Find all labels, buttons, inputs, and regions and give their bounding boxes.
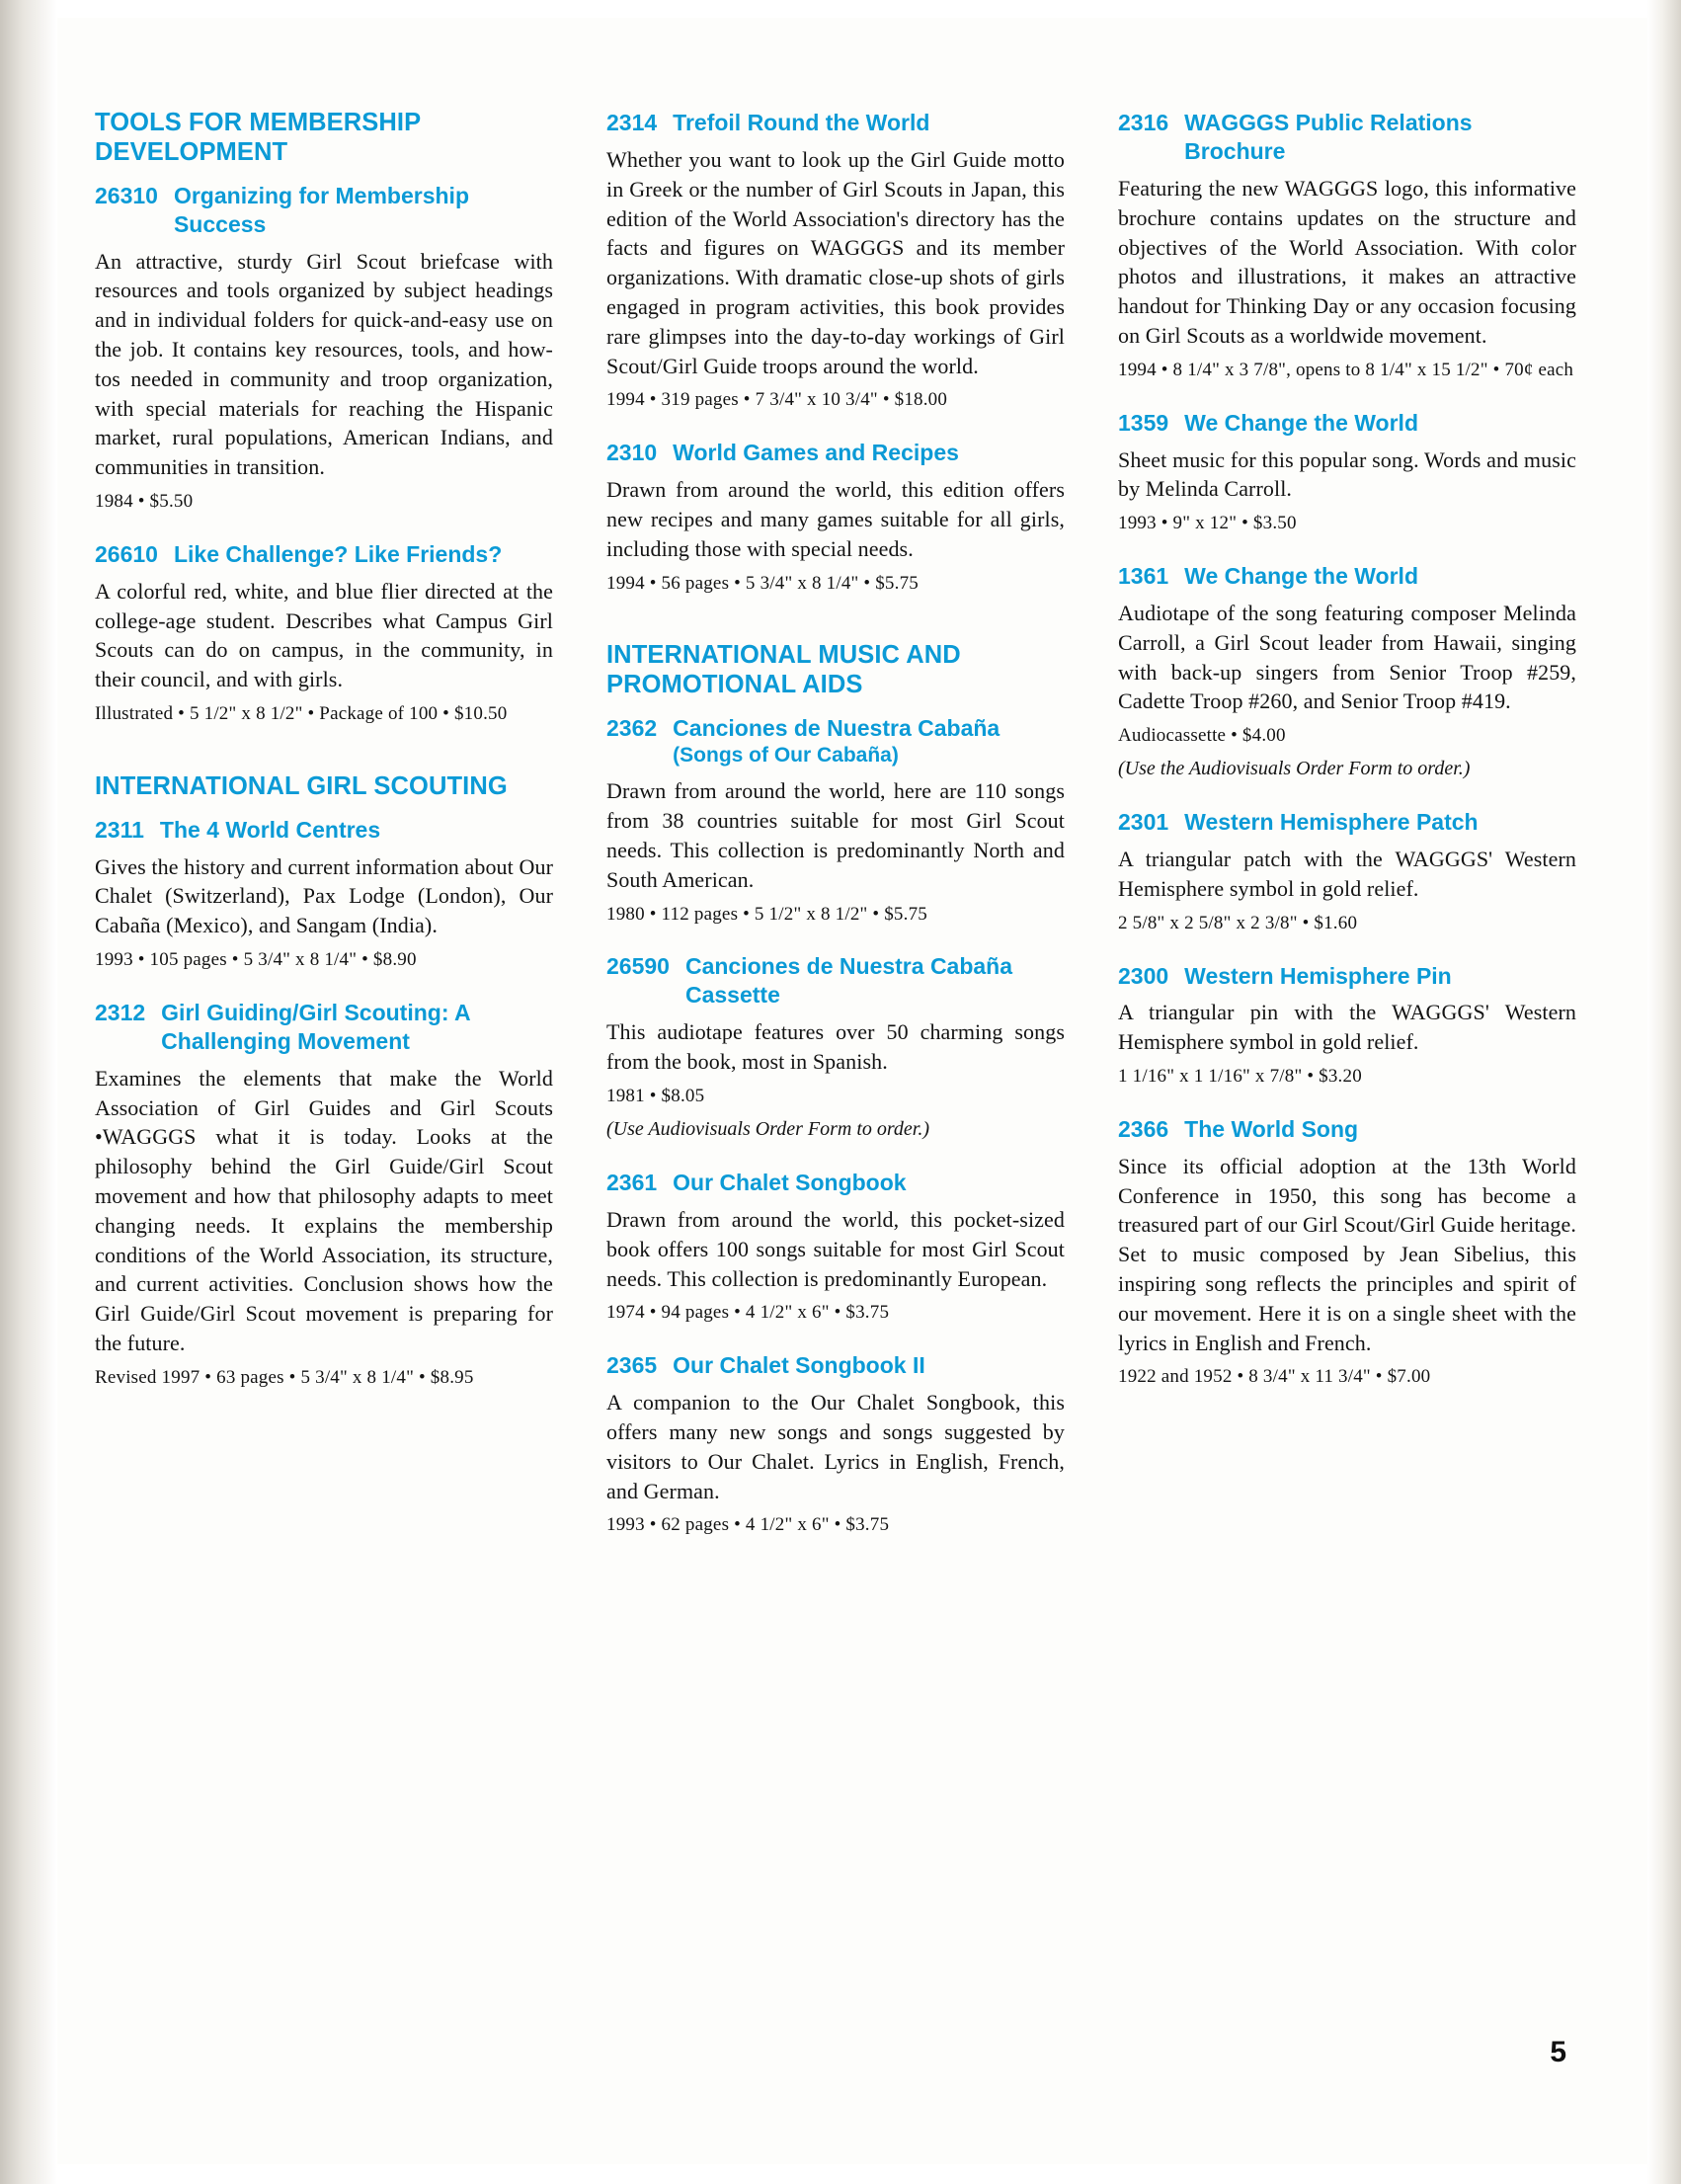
section-tools-for-membership-development: TOOLS FOR MEMBERSHIP DEVELOPMENT xyxy=(95,109,421,166)
entry-1359-specs: 1993 • 9" x 12" • $3.50 xyxy=(1118,513,1297,534)
entry-2366-specs: 1922 and 1952 • 8 3/4" x 11 3/4" • $7.00 xyxy=(1118,1366,1431,1388)
entry-1359-heading xyxy=(1118,409,1576,438)
entry-1359-title xyxy=(1184,409,1576,438)
entry-2314 xyxy=(606,109,1065,413)
entry-2365-description: A companion to the Our Chalet Songbook, this offers many new songs and songs suggested by visitors to Our Chalet. Lyrics in English, French, and German. xyxy=(606,1390,1065,1503)
entry-2316 xyxy=(1118,109,1576,383)
entry-2301-description: A triangular patch with the WAGGGS' Western Hemisphere symbol in gold relief. xyxy=(1118,847,1576,901)
entry-2311-specs: 1993 • 105 pages • 5 3/4" x 8 1/4" • $8.90 xyxy=(95,948,417,970)
entry-26590-note: (Use Audiovisuals Order Form to order.) xyxy=(606,1117,930,1140)
entry-2301-heading xyxy=(1118,808,1576,837)
entry-1361-note: (Use the Audiovisuals Order Form to order.) xyxy=(1118,757,1471,779)
entry-2311-title xyxy=(160,816,553,845)
entry-1361-title xyxy=(1184,562,1576,591)
entry-2316-specs: 1994 • 8 1/4" x 3 7/8", opens to 8 1/4" x 15 1/2" • 70¢ each xyxy=(1118,359,1574,380)
entry-2362 xyxy=(606,714,1065,927)
entry-1359-number: 1359 xyxy=(1118,409,1169,436)
entry-2366 xyxy=(1118,1115,1576,1390)
entry-2361-description: Drawn from around the world, this pocket-sized book offers 100 songs suitable for most Girl Scout needs. This collection is predominantly European. xyxy=(606,1206,1065,1291)
entry-2361 xyxy=(606,1169,1065,1326)
entry-2361-title-text: Our Chalet Songbook xyxy=(673,1170,907,1195)
entry-2312-heading xyxy=(95,999,553,1056)
content-columns xyxy=(95,109,1581,1564)
entry-26610-heading xyxy=(95,540,553,569)
entry-1361-number: 1361 xyxy=(1118,562,1169,589)
entry-2362-number: 2362 xyxy=(606,715,658,742)
entry-2366-heading xyxy=(1118,1115,1576,1144)
page-number: 5 xyxy=(1550,2036,1566,2068)
entry-2311-title-text: The 4 World Centres xyxy=(159,816,381,843)
section-international-music-and-promotional-aids: INTERNATIONAL MUSIC AND PROMOTIONAL AIDS xyxy=(606,641,961,699)
entry-2312-number: 2312 xyxy=(95,999,146,1025)
entry-2362-title-text: Canciones de Nuestra Cabaña xyxy=(673,715,1001,742)
entry-1359-title-text: We Change the World xyxy=(1184,409,1418,436)
entry-2362-subtitle: (Songs of Our Cabaña) xyxy=(673,743,899,767)
entry-2365-title xyxy=(673,1351,1065,1380)
column-2 xyxy=(606,109,1065,1564)
entry-2366-number: 2366 xyxy=(1118,1115,1169,1142)
entry-26310 xyxy=(95,182,553,515)
entry-2311 xyxy=(95,816,553,973)
entry-2301 xyxy=(1118,808,1576,935)
entry-26590-heading xyxy=(606,952,1065,1010)
entry-26590 xyxy=(606,952,1065,1143)
entry-2311-heading xyxy=(95,816,553,845)
entry-2314-title-text: Trefoil Round the World xyxy=(673,110,930,135)
entry-2301-specs: 2 5/8" x 2 5/8" x 2 3/8" • $1.60 xyxy=(1118,912,1358,933)
entry-26310-heading xyxy=(95,182,553,239)
entry-2362-description: Drawn from around the world, here are 110 songs from 38 countries suitable for most Girl Scout needs. This collection is predominantly North and South American. xyxy=(606,778,1065,892)
entry-2316-number: 2316 xyxy=(1118,110,1169,135)
column-1 xyxy=(95,109,553,1564)
entry-1361-heading xyxy=(1118,562,1576,591)
entry-2312-specs: Revised 1997 • 63 pages • 5 3/4" x 8 1/4" • $8.95 xyxy=(95,1366,474,1388)
entry-26610 xyxy=(95,540,553,727)
entry-26590-number: 26590 xyxy=(606,953,670,980)
entry-2311-number: 2311 xyxy=(95,816,144,843)
entry-26310-title-text: Organizing for Membership Success xyxy=(173,182,469,237)
entry-2310-specs: 1994 • 56 pages • 5 3/4" x 8 1/4" • $5.75 xyxy=(606,572,919,594)
entry-2365-heading xyxy=(606,1351,1065,1380)
entry-2300-title xyxy=(1184,962,1576,991)
entry-2314-title xyxy=(673,109,1065,137)
entry-1359 xyxy=(1118,409,1576,536)
entry-1361 xyxy=(1118,562,1576,782)
entry-2300 xyxy=(1118,962,1576,1090)
entry-26310-specs: 1984 • $5.50 xyxy=(95,490,194,512)
entry-26590-specs: 1981 • $8.05 xyxy=(606,1085,705,1106)
entry-2362-heading xyxy=(606,714,1065,768)
entry-26590-title xyxy=(685,952,1065,1010)
entry-2361-number: 2361 xyxy=(606,1170,658,1195)
entry-2365-title-text: Our Chalet Songbook II xyxy=(673,1352,925,1379)
entry-2300-heading xyxy=(1118,962,1576,991)
entry-26610-number: 26610 xyxy=(95,540,158,567)
entry-2310-description: Drawn from around the world, this edition offers new recipes and many games suitable for all girls, including those with special needs. xyxy=(606,477,1065,561)
entry-2316-heading xyxy=(1118,109,1576,166)
entry-2310-number: 2310 xyxy=(606,440,658,466)
entry-2316-description: Featuring the new WAGGGS logo, this informative brochure contains updates on the structure and objectives of the World Association. With color photos and illustrations, it makes an attractive handout for Thinking Day or any occasion focusing on Girl Scouts as a worldwide movement. xyxy=(1118,175,1576,348)
entry-2362-specs: 1980 • 112 pages • 5 1/2" x 8 1/2" • $5.75 xyxy=(606,903,927,925)
entry-2310-title xyxy=(673,439,1065,467)
entry-2365 xyxy=(606,1351,1065,1538)
entry-2312-title-text: Girl Guiding/Girl Scouting: A Challenging Movement xyxy=(161,999,470,1054)
entry-2314-heading xyxy=(606,109,1065,137)
entry-2314-description: Whether you want to look up the Girl Guide motto in Greek or the number of Girl Scouts in Japan, this edition of the World Association's directory has the facts and figures on WAGGGS and its member organizations. With dramatic close-up shots of girls engaged in program activities, this book provides rare glimpses into the day-to-day workings of Girl Scout/Girl Guide troops around the world. xyxy=(606,146,1065,378)
entry-2310 xyxy=(606,439,1065,596)
entry-26610-specs: Illustrated • 5 1/2" x 8 1/2" • Package of 100 • $10.50 xyxy=(95,702,508,724)
entry-2310-heading xyxy=(606,439,1065,467)
entry-26310-title xyxy=(174,182,553,239)
entry-2300-specs: 1 1/16" x 1 1/16" x 7/8" • $3.20 xyxy=(1118,1066,1362,1088)
entry-2312-title xyxy=(161,999,553,1056)
entry-2365-specs: 1993 • 62 pages • 4 1/2" x 6" • $3.75 xyxy=(606,1514,890,1536)
entry-2312 xyxy=(95,999,553,1391)
entry-2300-title-text: Western Hemisphere Pin xyxy=(1184,962,1452,989)
entry-2316-title-text: WAGGGS Public Relations Brochure xyxy=(1184,110,1473,164)
entry-2366-title xyxy=(1184,1115,1576,1144)
entry-26310-description: An attractive, sturdy Girl Scout briefcase with resources and tools organized by subject headings and in individual folders for quick-and-easy use on the job. It contains key resources, tools, and how-tos needed in community and troop organization, with special materials for reaching the Hispanic market, rural populations, American Indians, and communities in transition. xyxy=(95,248,553,480)
entry-26590-title-text: Canciones de Nuestra Cabaña Cassette xyxy=(684,953,1013,1009)
entry-2361-heading xyxy=(606,1169,1065,1197)
entry-2301-title xyxy=(1184,808,1576,837)
entry-26590-description: This audiotape features over 50 charming songs from the book, most in Spanish. xyxy=(606,1019,1065,1075)
section-international-girl-scouting: INTERNATIONAL GIRL SCOUTING xyxy=(95,771,508,800)
entry-2314-number: 2314 xyxy=(606,110,658,135)
entry-2361-title xyxy=(673,1169,1065,1197)
entry-2316-title xyxy=(1184,109,1576,166)
entry-2301-title-text: Western Hemisphere Patch xyxy=(1184,809,1479,836)
entry-1361-description: Audiotape of the song featuring composer Melinda Carroll, a Girl Scout leader from Hawaii, singing with back-up singers from Senior Troop #259, Cadette Troop #260, and Senior Troop #419. xyxy=(1118,600,1576,714)
entry-2301-number: 2301 xyxy=(1118,809,1169,836)
entry-26610-description: A colorful red, white, and blue flier directed at the college-age student. Describes what Campus Girl Scouts can do on campus, in the community, in their council, and with girls. xyxy=(95,578,553,692)
entry-2300-number: 2300 xyxy=(1118,962,1169,989)
entry-2312-description: Examines the elements that make the World Association of Girl Guides and Girl Scouts •WAGGGS what it is today. Looks at the philosophy behind the Girl Guide/Girl Scout movement and how that philosophy adapts to meet changing needs. It explains the membership conditions of the World Association, its structure, and current activities. Conclusion shows how the Girl Guide/Girl Scout movement is preparing for the future. xyxy=(95,1065,553,1355)
page-sheet xyxy=(57,18,1651,2164)
entry-1361-specs: Audiocassette • $4.00 xyxy=(1118,725,1286,747)
entry-26610-title xyxy=(174,540,553,569)
entry-2314-specs: 1994 • 319 pages • 7 3/4" x 10 3/4" • $18.00 xyxy=(606,389,948,411)
column-3 xyxy=(1118,109,1576,1564)
entry-2361-specs: 1974 • 94 pages • 4 1/2" x 6" • $3.75 xyxy=(606,1302,890,1324)
entry-2366-description: Since its official adoption at the 13th World Conference in 1950, this song has become a treasured part of our Girl Scout/Girl Guide heritage. Set to music composed by Jean Sibelius, this inspiring song reflects the principles and spirit of our movement. Here it is on a single sheet with the lyrics in English and French. xyxy=(1118,1153,1576,1355)
entry-2365-number: 2365 xyxy=(606,1352,658,1379)
entry-1359-description: Sheet music for this popular song. Words and music by Melinda Carroll. xyxy=(1118,446,1576,502)
entry-2300-description: A triangular pin with the WAGGGS' Western Hemisphere symbol in gold relief. xyxy=(1118,1000,1576,1055)
entry-2310-title-text: World Games and Recipes xyxy=(673,440,959,466)
entry-1361-title-text: We Change the World xyxy=(1184,562,1418,589)
entry-2311-description: Gives the history and current information about Our Chalet (Switzerland), Pax Lodge (London), Our Cabaña (Mexico), and Sangam (India). xyxy=(95,853,553,938)
entry-26310-number: 26310 xyxy=(95,182,158,208)
entry-26610-title-text: Like Challenge? Like Friends? xyxy=(173,540,503,567)
entry-2366-title-text: The World Song xyxy=(1184,1115,1359,1142)
entry-2362-title xyxy=(673,714,1065,768)
